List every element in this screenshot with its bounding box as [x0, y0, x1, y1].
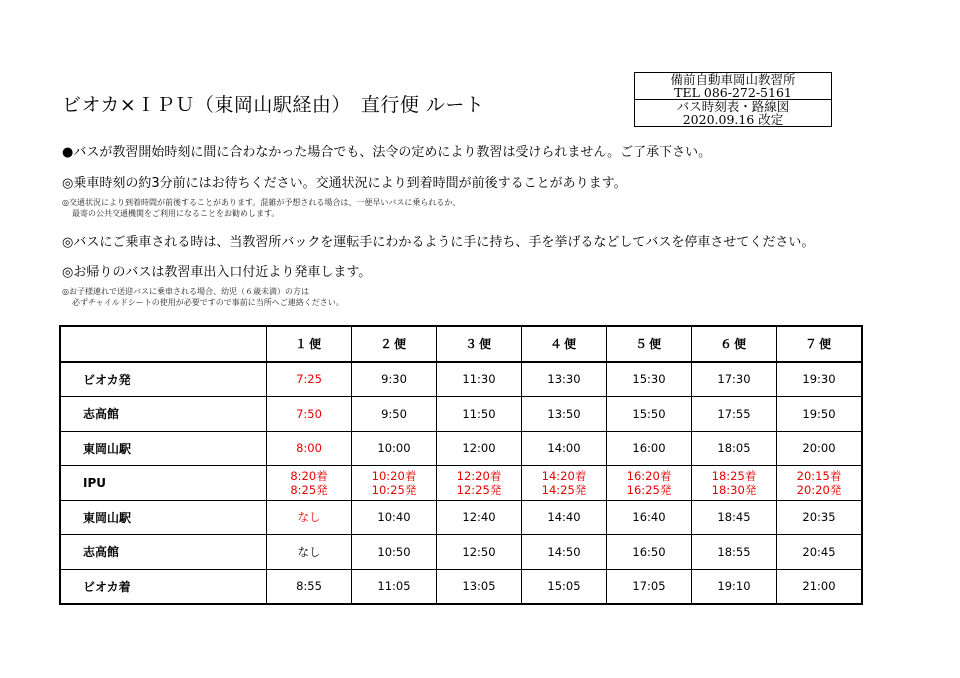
- stop-name: 東岡山駅: [60, 431, 267, 466]
- stop-name: ビオカ着: [60, 569, 267, 604]
- departure-time: 12:25発: [456, 482, 502, 497]
- time-cell: 20:00: [777, 431, 863, 466]
- time-cell: なし: [267, 535, 352, 570]
- notice-boarding: ◎バスにご乗車される時は、当教習所バックを運転手にわかるように手に持ち、手を挙げるなどしてバスを停車させてください。: [62, 235, 815, 250]
- departure-time: 16:25発: [626, 482, 672, 497]
- table-row: [60, 397, 862, 432]
- time-cell: 13:05: [437, 569, 522, 604]
- departure-time: 10:25発: [371, 482, 417, 497]
- departure-time: 8:25発: [290, 482, 328, 497]
- time-cell: 7:50: [267, 397, 352, 432]
- trip-header-7: ７便: [777, 326, 863, 362]
- time-cell: 17:05: [607, 569, 692, 604]
- time-cell-ipu: [437, 466, 522, 501]
- trip-header-2: ２便: [352, 326, 437, 362]
- time-cell: 18:05: [692, 431, 777, 466]
- trip-header-5: ５便: [607, 326, 692, 362]
- time-cell: 17:55: [692, 397, 777, 432]
- time-cell: 8:00: [267, 431, 352, 466]
- notice-child-seat-line-2: 必ずチャイルドシートの使用が必要ですので事前に当所へご連絡ください。: [72, 298, 344, 307]
- trip-header-6: ６便: [692, 326, 777, 362]
- time-cell: 15:05: [522, 569, 607, 604]
- arrival-time: 20:15着: [796, 468, 842, 483]
- time-cell: 9:50: [352, 397, 437, 432]
- table-row: [60, 362, 862, 397]
- notice-traffic-line-1: ◎交通状況により到着時間が前後することがあります。混雑が予想される場合は、一便早いバスに乗られるか、: [62, 198, 461, 207]
- stamp-revision-date: 2020.09.16 改定: [682, 112, 784, 127]
- time-cell: 13:50: [522, 397, 607, 432]
- stop-name: ビオカ発: [60, 362, 267, 397]
- departure-time: 20:20発: [796, 482, 842, 497]
- table-row: [60, 500, 862, 535]
- departure-time: 14:25発: [541, 482, 587, 497]
- timetable-corner-cell: [60, 326, 267, 362]
- arrival-time: 18:25着: [711, 468, 757, 483]
- stop-name: 志高館: [60, 535, 267, 570]
- notice-traffic-small: [62, 197, 460, 219]
- time-cell: 16:00: [607, 431, 692, 466]
- stamp-company-name: 備前自動車岡山教習所: [670, 72, 796, 87]
- notice-child-seat-line-1: ◎お子様連れで送迎バスに乗車される場合、幼児（６歳未満）の方は: [62, 287, 309, 296]
- time-cell: 21:00: [777, 569, 863, 604]
- time-cell: 20:35: [777, 500, 863, 535]
- time-cell-ipu: [777, 466, 863, 501]
- time-cell: 19:30: [777, 362, 863, 397]
- time-cell: 18:55: [692, 535, 777, 570]
- time-cell: 11:30: [437, 362, 522, 397]
- table-row: [60, 569, 862, 604]
- time-cell: 20:45: [777, 535, 863, 570]
- time-cell: 19:10: [692, 569, 777, 604]
- table-row: [60, 535, 862, 570]
- stamp-doc-title: バス時刻表・路線図: [635, 99, 831, 113]
- notice-return-bus: ◎お帰りのバスは教習車出入口付近より発車します。: [62, 265, 372, 280]
- arrival-time: 14:20着: [541, 468, 587, 483]
- time-cell-ipu: [267, 466, 352, 501]
- time-cell: 15:50: [607, 397, 692, 432]
- trip-header-1: １便: [267, 326, 352, 362]
- time-cell: 19:50: [777, 397, 863, 432]
- company-stamp: [634, 72, 832, 127]
- trip-header-3: ３便: [437, 326, 522, 362]
- time-cell-ipu: [607, 466, 692, 501]
- time-cell: 9:30: [352, 362, 437, 397]
- time-cell: 14:40: [522, 500, 607, 535]
- stop-name: IPU: [60, 466, 267, 501]
- table-row: [60, 431, 862, 466]
- time-cell: 13:30: [522, 362, 607, 397]
- arrival-time: 10:20着: [371, 468, 417, 483]
- time-cell: 15:30: [607, 362, 692, 397]
- time-cell: 8:55: [267, 569, 352, 604]
- departure-time: 18:30発: [711, 482, 757, 497]
- time-cell: 11:05: [352, 569, 437, 604]
- page-title: ビオカ×ＩＰＵ（東岡山駅経由） 直行便 ルート: [62, 94, 485, 116]
- time-cell: 7:25: [267, 362, 352, 397]
- stamp-phone: TEL 086-272-5161: [674, 85, 792, 100]
- time-cell: 18:45: [692, 500, 777, 535]
- stop-name: 志高館: [60, 397, 267, 432]
- time-cell: 16:40: [607, 500, 692, 535]
- notice-wait-time: ◎乗車時刻の約3分前にはお待ちください。交通状況により到着時間が前後することがあります。: [62, 176, 627, 191]
- trip-header-4: ４便: [522, 326, 607, 362]
- time-cell: 14:00: [522, 431, 607, 466]
- time-cell: なし: [267, 500, 352, 535]
- time-cell: 10:50: [352, 535, 437, 570]
- timetable: [59, 325, 863, 605]
- arrival-time: 16:20着: [626, 468, 672, 483]
- time-cell-ipu: [692, 466, 777, 501]
- table-row: [60, 466, 862, 501]
- time-cell: 10:00: [352, 431, 437, 466]
- notice-late-arrival: ●バスが教習開始時刻に間に合わなかった場合でも、法令の定めにより教習は受けられません。ご了承下さい。: [62, 145, 712, 160]
- time-cell-ipu: [352, 466, 437, 501]
- time-cell: 10:40: [352, 500, 437, 535]
- time-cell: 16:50: [607, 535, 692, 570]
- stop-name: 東岡山駅: [60, 500, 267, 535]
- time-cell: 17:30: [692, 362, 777, 397]
- notice-traffic-line-2: 最寄の公共交通機関をご利用になることをお勧めします。: [72, 209, 280, 218]
- time-cell: 12:40: [437, 500, 522, 535]
- time-cell: 12:50: [437, 535, 522, 570]
- time-cell: 14:50: [522, 535, 607, 570]
- arrival-time: 8:20着: [290, 468, 328, 483]
- time-cell: 12:00: [437, 431, 522, 466]
- notice-child-seat-small: [62, 286, 344, 308]
- time-cell-ipu: [522, 466, 607, 501]
- arrival-time: 12:20着: [456, 468, 502, 483]
- timetable-header-row: [60, 326, 862, 362]
- time-cell: 11:50: [437, 397, 522, 432]
